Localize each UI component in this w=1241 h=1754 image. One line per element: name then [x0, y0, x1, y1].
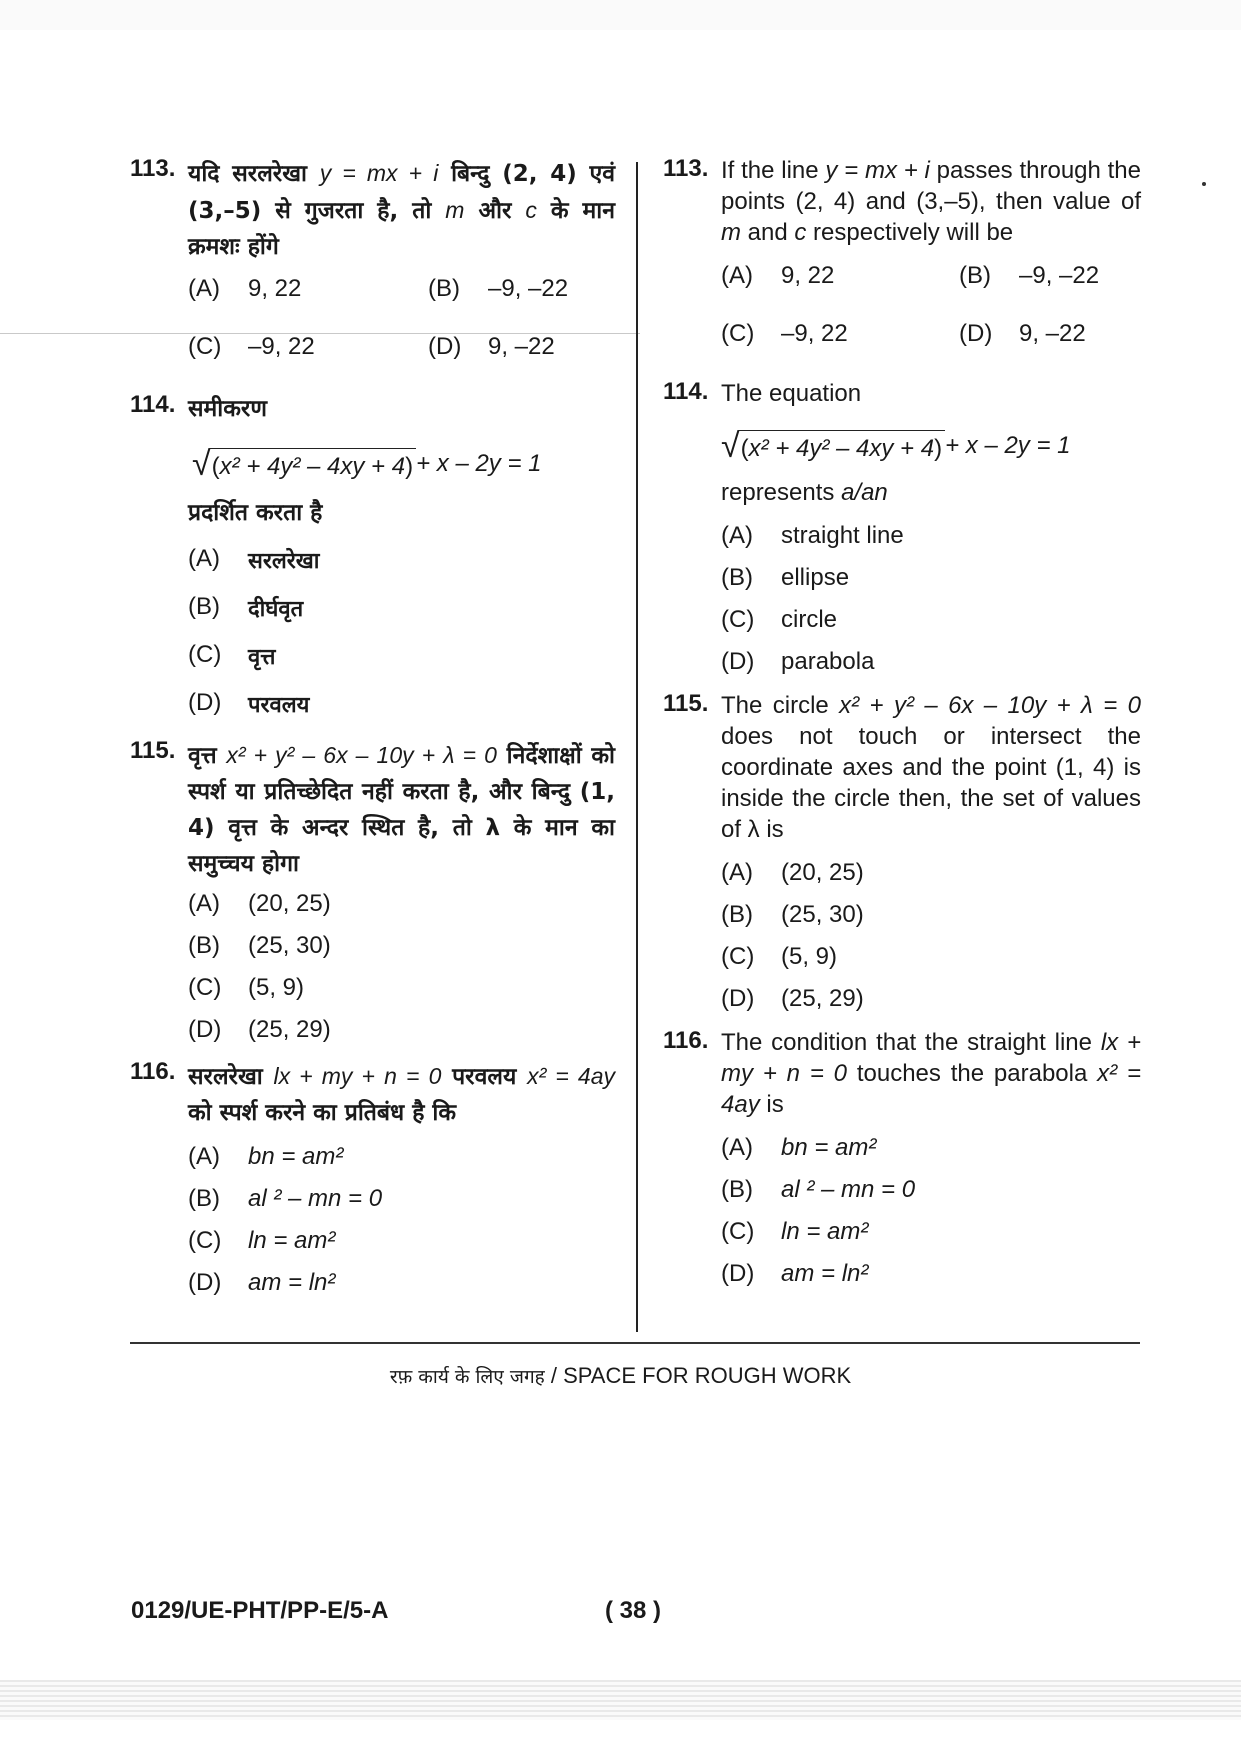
option-c[interactable]: (C) –9, 22: [188, 333, 315, 360]
option-a[interactable]: (A) bn = am²: [721, 1134, 877, 1161]
option-a[interactable]: (A) 9, 22: [721, 262, 835, 289]
footer-rule: [130, 1342, 1140, 1344]
option-b[interactable]: (B) –9, –22: [959, 262, 1100, 289]
paper-code: 0129/UE-PHT/PP-E/5-A: [131, 1597, 389, 1624]
question-number: 114.: [663, 378, 709, 405]
question-number: 114.: [130, 391, 176, 418]
option-d[interactable]: (D) 9, –22: [959, 320, 1086, 347]
question-text-after: प्रदर्शित करता है: [188, 500, 323, 526]
question-text: The equation: [721, 380, 862, 407]
option-b[interactable]: (B) –9, –22: [428, 275, 569, 302]
option-c[interactable]: (C) –9, 22: [721, 320, 848, 347]
option-a[interactable]: (A) straight line: [721, 522, 904, 549]
question-text: सरलरेखा lx + my + n = 0 परवलय x² = 4ay को स्पर्श करने का प्रतिबंध है कि: [188, 1063, 615, 1126]
equation: √ (x² + 4y² – 4xy + 4) + x – 2y = 1: [192, 445, 542, 483]
option-c[interactable]: (C) (5, 9): [721, 943, 838, 970]
option-b[interactable]: (B) (25, 30): [188, 932, 331, 959]
question-114-hindi: [130, 391, 615, 719]
option-a[interactable]: (A) (20, 25): [188, 890, 331, 917]
option-d[interactable]: (D) (25, 29): [721, 985, 864, 1012]
option-c[interactable]: (C) वृत्त: [188, 641, 276, 670]
scan-dot: [1202, 182, 1206, 186]
question-text: यदि सरलरेखा y = mx + i बिन्दु (2, 4) एवं (3,–5) से गुजरता है, तो m और c के मान क्रमशः होंगे: [188, 160, 615, 260]
question-116-english: [663, 1027, 1141, 1288]
option-d[interactable]: (D) 9, –22: [428, 333, 555, 360]
option-b[interactable]: (B) ellipse: [721, 564, 850, 591]
option-b[interactable]: (B) al ² – mn = 0: [721, 1176, 916, 1203]
options: [721, 859, 1141, 1013]
english-column: [663, 155, 1141, 1302]
rough-work-label: रफ़ कार्य के लिए जगह / SPACE FOR ROUGH WORK: [389, 1363, 852, 1388]
options: [721, 262, 1141, 366]
option-d[interactable]: (D) am = ln²: [188, 1269, 336, 1296]
page-number: ( 38 ): [605, 1597, 662, 1624]
question-113-english: [663, 155, 1141, 366]
option-d[interactable]: (D) (25, 29): [188, 1016, 331, 1043]
question-116-hindi: [130, 1058, 615, 1297]
question-number: 113.: [663, 155, 709, 182]
option-a[interactable]: (A) 9, 22: [188, 275, 302, 302]
question-number: 115.: [130, 737, 176, 764]
question-114-english: [663, 378, 1141, 676]
question-number: 116.: [663, 1027, 709, 1054]
options: [721, 1134, 1141, 1288]
equation: √ (x² + 4y² – 4xy + 4) + x – 2y = 1: [721, 427, 1071, 465]
radical-symbol: √: [192, 445, 211, 483]
option-a[interactable]: (A) सरलरेखा: [188, 545, 320, 574]
scan-bottom-band: [0, 1680, 1241, 1720]
question-text: If the line y = mx + i passes through the points (2, 4) and (3,–5), then value of m and c respectively will be: [721, 157, 1141, 246]
options: [721, 522, 1141, 676]
sqrt-expression: √ (x² + 4y² – 4xy + 4): [192, 447, 416, 481]
question-number: 116.: [130, 1058, 176, 1085]
question-text-after: represents a/an: [721, 479, 888, 506]
option-a[interactable]: (A) (20, 25): [721, 859, 864, 886]
option-d[interactable]: (D) परवलय: [188, 689, 310, 718]
column-divider: [636, 162, 638, 1332]
scan-top-band: [0, 0, 1241, 30]
question-113-hindi: [130, 155, 615, 379]
option-c[interactable]: (C) circle: [721, 606, 838, 633]
sqrt-expression: √ (x² + 4y² – 4xy + 4): [721, 429, 945, 463]
options: [188, 890, 615, 1044]
question-text: वृत्त x² + y² – 6x – 10y + λ = 0 निर्देशाक्षों को स्पर्श या प्रतिच्छेदित नहीं करता है, और बिन्दु (1, 4) वृत्त के अन्दर स्थित है, तो λ के मान का समुच्चय होगा: [188, 742, 615, 877]
option-d[interactable]: (D) am = ln²: [721, 1260, 869, 1287]
question-115-english: [663, 690, 1141, 1013]
question-115-hindi: [130, 737, 615, 1044]
option-c[interactable]: (C) ln = am²: [188, 1227, 336, 1254]
options: [188, 275, 615, 379]
question-text: The circle x² + y² – 6x – 10y + λ = 0 does not touch or intersect the coordinate axes and the point (1, 4) is inside the circle then, the set of values of λ is: [721, 692, 1142, 843]
option-c[interactable]: (C) (5, 9): [188, 974, 305, 1001]
options: [188, 1143, 615, 1297]
question-number: 115.: [663, 690, 709, 717]
option-d[interactable]: (D) parabola: [721, 648, 875, 675]
radical-symbol: √: [721, 427, 740, 465]
question-text: समीकरण: [188, 396, 267, 422]
question-text: The condition that the straight line lx + my + n = 0 touches the parabola x² = 4ay is: [721, 1029, 1141, 1118]
options: [188, 545, 615, 719]
option-b[interactable]: (B) दीर्घवृत: [188, 593, 304, 622]
option-b[interactable]: (B) (25, 30): [721, 901, 864, 928]
hindi-column: [130, 155, 615, 1311]
option-a[interactable]: (A) bn = am²: [188, 1143, 344, 1170]
question-number: 113.: [130, 155, 176, 182]
option-b[interactable]: (B) al ² – mn = 0: [188, 1185, 383, 1212]
option-c[interactable]: (C) ln = am²: [721, 1218, 869, 1245]
